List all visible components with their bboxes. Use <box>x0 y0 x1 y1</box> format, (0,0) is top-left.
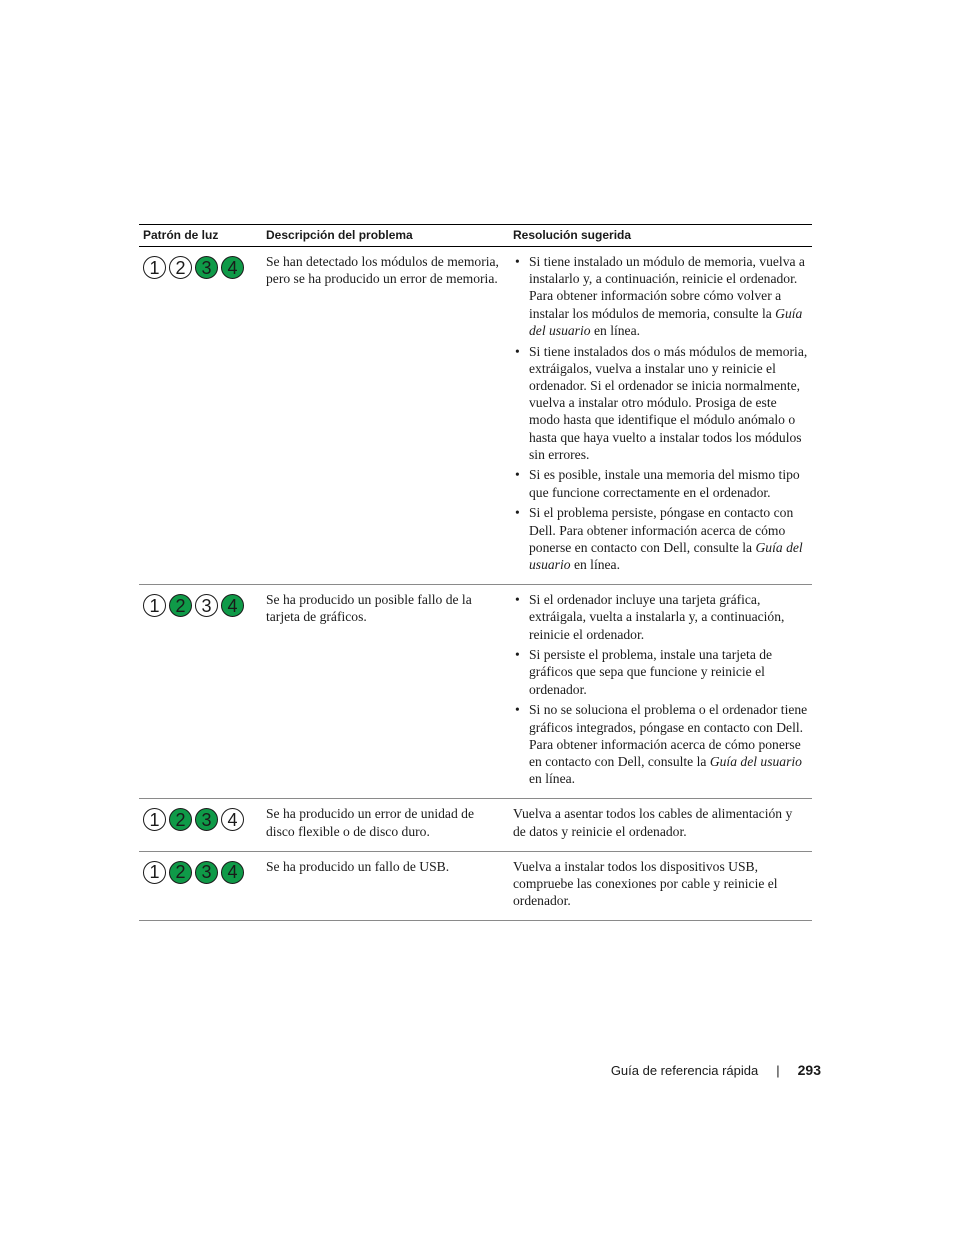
light-3-on-icon: 3 <box>195 256 218 279</box>
resolution-text: Si el ordenador incluye una tarjeta gráfica, extráigala, vuelta a instalarla y, a continuación, reinicie el ordenador. <box>529 592 785 642</box>
light-3-on-icon: 3 <box>195 808 218 831</box>
light-4-on-icon: 4 <box>221 594 244 617</box>
problem-description: Se han detectado los módulos de memoria, pero se ha producido un error de memoria. <box>262 247 509 585</box>
user-guide-reference: Guía del usuario <box>529 539 803 572</box>
light-pattern <box>143 858 258 884</box>
resolution-text: Si persiste el problema, instale una tarjeta de gráficos que sepa que funcione y reinicie el ordenador. <box>529 647 773 697</box>
light-4-on-icon: 4 <box>221 256 244 279</box>
resolution-text: en línea. <box>590 322 641 338</box>
light-4-on-icon: 4 <box>221 861 244 884</box>
page-number: 293 <box>797 1062 821 1078</box>
resolution-text: Si es posible, instale una memoria del mismo tipo que funcione correctamente en el ordenador. <box>529 467 800 500</box>
table-row <box>139 247 812 585</box>
light-3-off-icon: 3 <box>195 594 218 617</box>
resolution-item <box>513 701 808 787</box>
problem-description: Se ha producido un fallo de USB. <box>262 851 509 921</box>
light-pattern <box>143 591 258 617</box>
resolution-item <box>513 504 808 573</box>
user-guide-reference: Guía del usuario <box>709 753 802 769</box>
page-footer <box>611 1062 821 1078</box>
light-1-off-icon: 1 <box>143 808 166 831</box>
light-1-off-icon: 1 <box>143 594 166 617</box>
table-header-row <box>139 225 812 247</box>
light-pattern-cell <box>139 585 262 799</box>
resolution-item <box>513 591 808 643</box>
resolution-item <box>513 646 808 698</box>
light-2-off-icon: 2 <box>169 256 192 279</box>
resolution-text: en línea. <box>570 556 620 572</box>
suggested-resolution: Vuelva a asentar todos los cables de alimentación y de datos y reinicie el ordenador. <box>509 799 812 851</box>
light-2-on-icon: 2 <box>169 808 192 831</box>
problem-description: Se ha producido un error de unidad de disco flexible o de disco duro. <box>262 799 509 851</box>
resolution-item <box>513 253 808 339</box>
footer-separator: | <box>776 1062 780 1078</box>
footer-title: Guía de referencia rápida <box>610 1062 759 1078</box>
header-light-pattern: Patrón de luz <box>139 225 262 247</box>
table-row <box>139 851 812 921</box>
light-1-off-icon: 1 <box>143 861 166 884</box>
light-2-on-icon: 2 <box>169 861 192 884</box>
light-pattern-cell <box>139 851 262 921</box>
resolution-text: Si no se soluciona el problema o el ordenador tiene gráficos integrados, póngase en contacto con Dell. Para obtener información acerca de cómo ponerse en contacto con Dell, consulte la <box>529 702 808 769</box>
resolution-item <box>513 466 808 500</box>
resolution-text: Si tiene instalados dos o más módulos de memoria, extráigalos, vuelva a instalar uno y reinicie el ordenador. Si el ordenador se inicia normalmente, vuelva a instalar otro módulo. Prosiga de este modo hasta que identifique el módulo anómalo o hasta que haya vuelto a instalar todos los módulos sin errores. <box>529 343 808 462</box>
light-1-off-icon: 1 <box>143 256 166 279</box>
resolution-text: Si tiene instalado un módulo de memoria, vuelva a instalarlo y, a continuación, reinicie el ordenador. Para obtener información sobre cómo volver a instalar los módulos de memoria, consulte la <box>529 254 805 321</box>
diagnostic-lights-table <box>139 224 812 921</box>
table-row <box>139 799 812 851</box>
light-3-on-icon: 3 <box>195 861 218 884</box>
suggested-resolution <box>509 585 812 799</box>
user-guide-reference: Guía del usuario <box>529 305 803 338</box>
header-suggested-resolution: Resolución sugerida <box>509 225 812 247</box>
problem-description: Se ha producido un posible fallo de la tarjeta de gráficos. <box>262 585 509 799</box>
resolution-item <box>513 343 808 463</box>
light-pattern <box>143 253 258 279</box>
table-row <box>139 585 812 799</box>
resolution-text: en línea. <box>529 771 576 787</box>
light-pattern-cell <box>139 799 262 851</box>
light-2-on-icon: 2 <box>169 594 192 617</box>
header-problem-description: Descripción del problema <box>262 225 509 247</box>
resolution-text: Si el problema persiste, póngase en contacto con Dell. Para obtener información acerca de cómo ponerse en contacto con Dell, consulte la <box>529 505 794 555</box>
suggested-resolution: Vuelva a instalar todos los dispositivos USB, compruebe las conexiones por cable y reinicie el ordenador. <box>509 851 812 921</box>
light-4-off-icon: 4 <box>221 808 244 831</box>
light-pattern <box>143 805 258 831</box>
light-pattern-cell <box>139 247 262 585</box>
resolution-list <box>513 591 808 787</box>
resolution-list <box>513 253 808 573</box>
suggested-resolution <box>509 247 812 585</box>
